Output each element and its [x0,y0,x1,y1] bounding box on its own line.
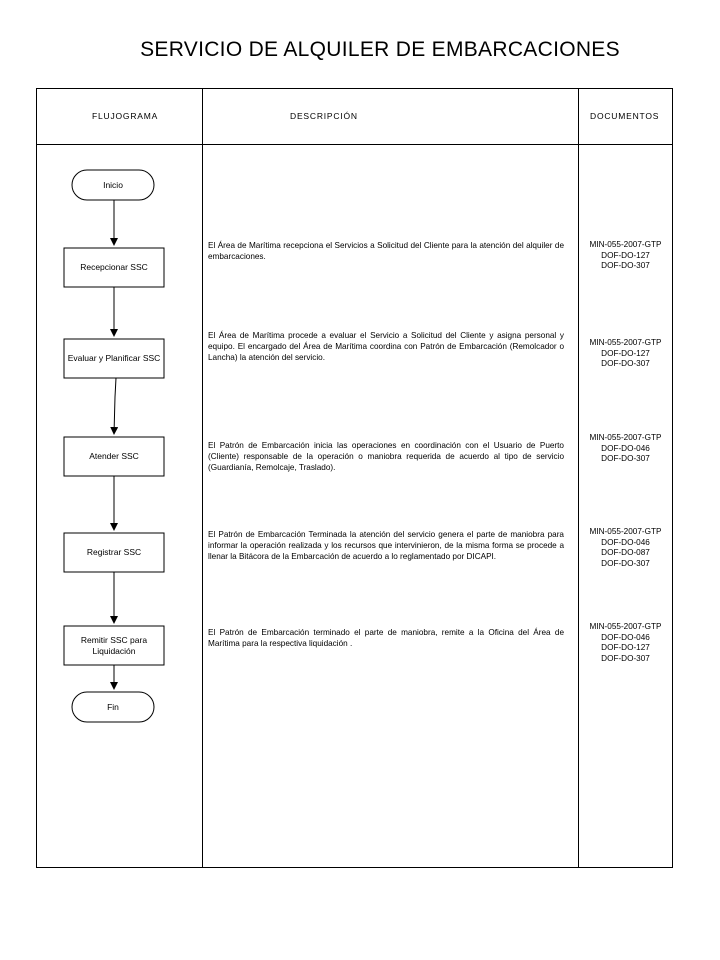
document-code: DOF-DO-046 [601,443,650,453]
process-box-2 [64,339,164,378]
document-code: DOF-DO-307 [601,653,650,663]
description-atender: El Patrón de Embarcación inicia las operaciones en coordinación con el Usuario de Puerto (Cliente) responsable de la operación o maniobra requerida de acuerdo al tipo de servicio (Guardianía, Remolcaje, Traslado). [208,441,564,472]
document-code: DOF-DO-307 [601,454,650,464]
document-code: DOF-DO-127 [601,250,650,260]
description-registrar: El Patrón de Embarcación Terminada la atención del servicio genera el parte de maniobra para informar la operación realizada y los recursos que intervinieron, de la misma forma se procede a llenar la Bitácora de la Embarcación de acuerdo a lo reglamentado por DICAPI. [208,530,564,561]
document-code: MIN-055-2007-GTP [589,240,662,249]
header-documentos: DOCUMENTOS [590,111,660,121]
documents-atender [583,433,668,465]
documents-remitir [583,622,668,664]
end-label: Fin [107,701,119,712]
documents-evaluar [583,338,668,370]
step-label-recepcionar: Recepcionar SSC [80,262,148,272]
step-label-atender: Atender SSC [89,451,139,461]
start-terminator [72,170,154,200]
document-code: MIN-055-2007-GTP [589,527,662,536]
step-label-registrar: Registrar SSC [86,547,142,557]
document-code: DOF-DO-307 [601,558,650,568]
start-label: Inicio [103,179,123,190]
document-code: DOF-DO-087 [601,548,650,558]
process-box-1 [64,248,164,287]
document-code: DOF-DO-307 [601,261,650,271]
description-evaluar: El Área de Marítima procede a evaluar el Servicio a Solicitud del Cliente y asigna personal y equipo. El encargado del Área de Marítima coordina con Patrón de Embarcación (Remolcador o Lancha) la atención del servicio. [208,331,564,362]
process-box-5 [64,626,164,665]
process-box-3 [64,437,164,476]
document-code: DOF-DO-127 [601,348,650,358]
documents-registrar [583,527,668,569]
connector-arrow-3 [114,378,116,434]
document-code: DOF-DO-046 [601,632,650,642]
header-flujograma: FLUJOGRAMA [92,111,159,121]
document-code: DOF-DO-046 [601,537,650,547]
document-code: DOF-DO-127 [601,643,650,653]
step-label-evaluar: Evaluar y Planificar SSC [67,353,161,363]
document-code: MIN-055-2007-GTP [589,433,662,442]
document-code: MIN-055-2007-GTP [589,622,662,631]
process-box-4 [64,533,164,572]
description-recepcionar: El Área de Marítima recepciona el Servicios a Solicitud del Cliente para la atención del alquiler de embarcaciones. [208,241,564,261]
step-label-remitir: Remitir SSC para Liquidación [80,634,148,656]
page-title: SERVICIO DE ALQUILER DE EMBARCACIONES [140,38,620,61]
header-descripcion: DESCRIPCIÓN [290,111,358,121]
documents-recepcionar [583,240,668,272]
end-terminator [72,692,154,722]
document-code: MIN-055-2007-GTP [589,338,662,347]
document-code: DOF-DO-307 [601,359,650,369]
description-remitir: El Patrón de Embarcación terminado el parte de maniobra, remite a la Oficina del Área de Marítima para la respectiva liquidación . [208,628,564,648]
